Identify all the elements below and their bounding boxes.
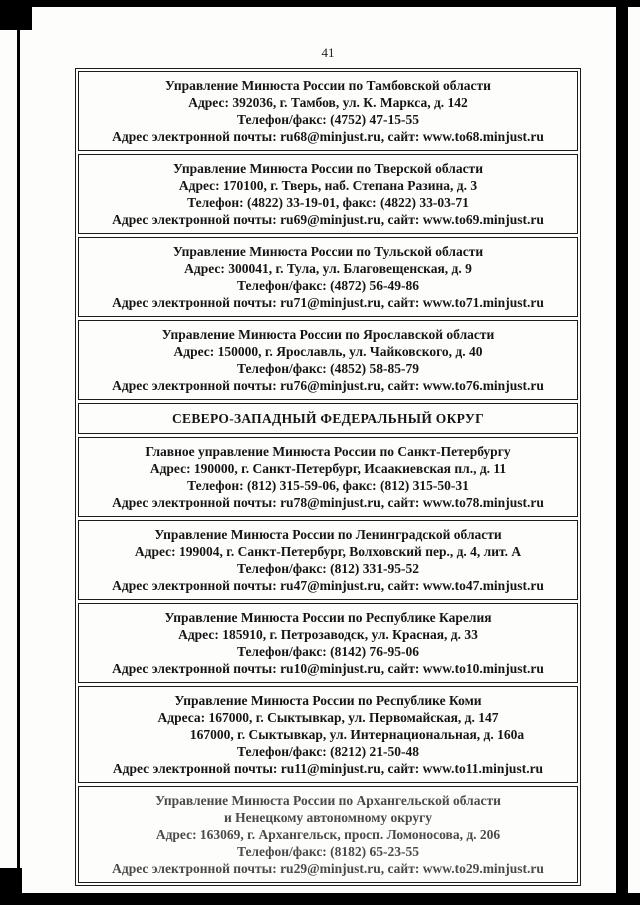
scan-edge-bottom: [0, 893, 640, 905]
scan-edge-top: [0, 0, 640, 7]
phone-line: Телефон: (4822) 33-19-01, факс: (4822) 33-03-71: [187, 195, 469, 210]
phone-line: Телефон/факс: (8142) 76-95-06: [236, 644, 420, 659]
table-row-karelia: [78, 603, 578, 683]
address-line: Адрес: 392036, г. Тамбов, ул. К. Маркса, д. 142: [188, 95, 468, 110]
table-row-tula: [78, 237, 578, 317]
section-header-row: [78, 403, 578, 434]
scan-edge-right: [616, 0, 628, 905]
table-row-arkhangelsk: [78, 786, 578, 883]
section-header-text: СЕВЕРО-ЗАПАДНЫЙ ФЕДЕРАЛЬНЫЙ ОКРУГ: [171, 411, 484, 426]
email-line: Адрес электронной почты: ru29@minjust.ru, сайт: www.to29.minjust.ru: [112, 861, 544, 876]
phone-line: Телефон/факс: (8182) 65-23-55: [236, 844, 420, 859]
email-line: Адрес электронной почты: ru11@minjust.ru, сайт: www.to11.minjust.ru: [112, 761, 544, 776]
address-line: Адрес: 190000, г. Санкт-Петербург, Исаакиевская пл., д. 11: [149, 461, 507, 476]
org-name-line: Управление Минюста России по Ярославской области: [161, 327, 495, 342]
address-line: Адрес: 185910, г. Петрозаводск, ул. Красная, д. 33: [178, 627, 478, 642]
table-row-komi: [78, 686, 578, 783]
address-line: Адрес: 150000, г. Ярославль, ул. Чайковского, д. 40: [173, 344, 483, 359]
phone-line: Телефон: (812) 315-59-06, факс: (812) 315-50-31: [187, 478, 469, 493]
directory-table: [75, 68, 581, 886]
address-line-2: 167000, г. Сыктывкар, ул. Интернациональная, д. 160а: [189, 727, 525, 742]
table-row-tambov: [78, 71, 578, 151]
org-name-line-2: и Ненецкому автономному округу: [223, 810, 433, 825]
table-row-spb: [78, 437, 578, 517]
address-line: Адрес: 163069, г. Архангельск, просп. Ломоносова, д. 206: [155, 827, 501, 842]
address-line: Адрес: 199004, г. Санкт-Петербург, Волховский пер., д. 4, лит. А: [134, 544, 522, 559]
org-name-line: Управление Минюста России по Тверской области: [173, 161, 483, 176]
phone-line: Телефон/факс: (4752) 47-15-55: [236, 112, 420, 127]
org-name-line: Управление Минюста России по Республике Карелия: [164, 610, 492, 625]
org-name-line: Управление Минюста России по Ленинградской области: [154, 527, 502, 542]
email-line: Адрес электронной почты: ru10@minjust.ru, сайт: www.to10.minjust.ru: [112, 661, 544, 676]
org-name-line: Главное управление Минюста России по Санкт-Петербургу: [145, 444, 511, 459]
org-name-line: Управление Минюста России по Республике Коми: [174, 693, 482, 708]
phone-line: Телефон/факс: (4852) 58-85-79: [236, 361, 420, 376]
address-line: Адреса: 167000, г. Сыктывкар, ул. Первомайская, д. 147: [157, 710, 499, 725]
address-line: Адрес: 300041, г. Тула, ул. Благовещенская, д. 9: [184, 261, 472, 276]
table-row-tver: [78, 154, 578, 234]
page-number: 41: [321, 45, 335, 60]
org-name-line: Управление Минюста России по Тульской области: [172, 244, 484, 259]
org-name-line: Управление Минюста России по Тамбовской области: [165, 78, 491, 93]
scan-edge-bottom-left: [0, 868, 22, 905]
email-line: Адрес электронной почты: ru71@minjust.ru, сайт: www.to71.minjust.ru: [112, 295, 544, 310]
scan-edge-left: [17, 0, 20, 888]
table-row-leningrad: [78, 520, 578, 600]
email-line: Адрес электронной почты: ru78@minjust.ru, сайт: www.to78.minjust.ru: [112, 495, 544, 510]
phone-line: Телефон/факс: (8212) 21-50-48: [236, 744, 420, 759]
phone-line: Телефон/факс: (812) 331-95-52: [236, 561, 420, 576]
table-row-yaroslavl: [78, 320, 578, 400]
scan-edge-top-left: [0, 0, 32, 30]
email-line: Адрес электронной почты: ru69@minjust.ru, сайт: www.to69.minjust.ru: [112, 212, 544, 227]
email-line: Адрес электронной почты: ru68@minjust.ru, сайт: www.to68.minjust.ru: [112, 129, 544, 144]
email-line: Адрес электронной почты: ru47@minjust.ru, сайт: www.to47.minjust.ru: [112, 578, 544, 593]
org-name-line: Управление Минюста России по Архангельской области: [155, 793, 501, 808]
email-line: Адрес электронной почты: ru76@minjust.ru, сайт: www.to76.minjust.ru: [112, 378, 544, 393]
phone-line: Телефон/факс: (4872) 56-49-86: [236, 278, 420, 293]
address-line: Адрес: 170100, г. Тверь, наб. Степана Разина, д. 3: [178, 178, 478, 193]
